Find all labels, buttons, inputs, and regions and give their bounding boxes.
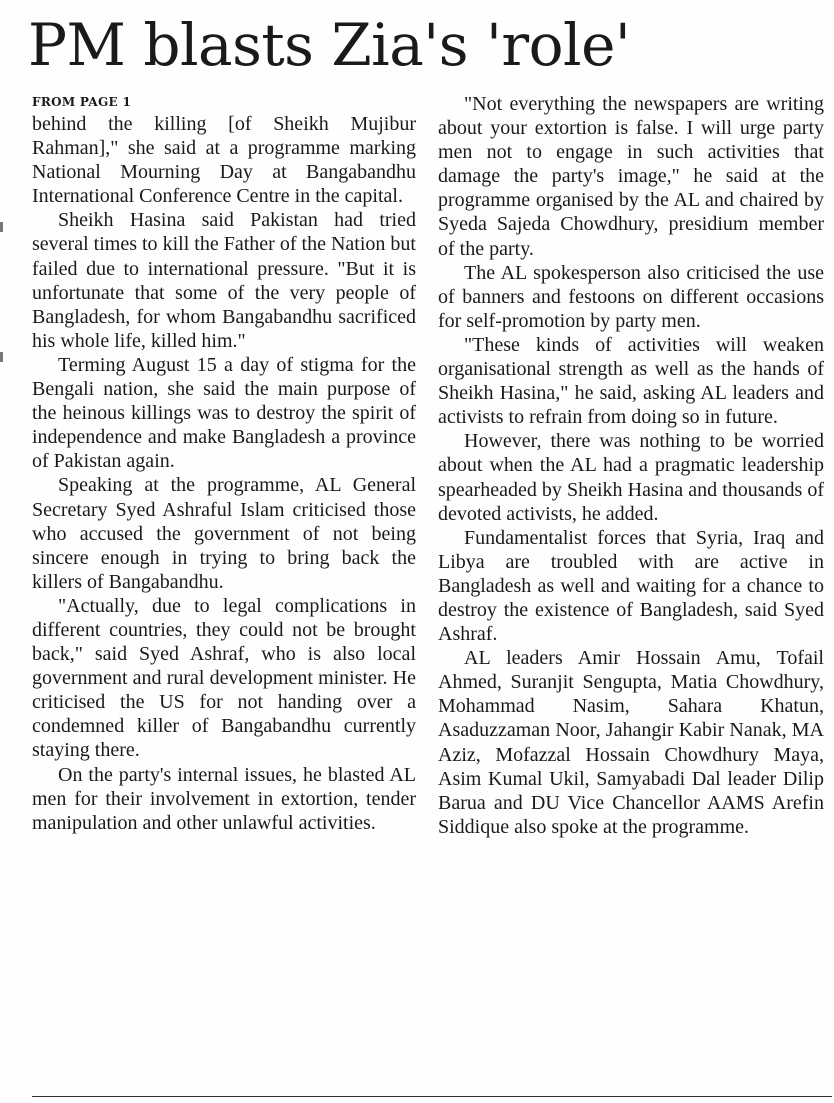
from-page-kicker: FROM PAGE 1 [32, 95, 132, 109]
paragraph: The AL spokesperson also criticised the use of banners and festoons on different occasions for self-promotion by party men. [438, 261, 824, 332]
edge-mark [0, 352, 3, 362]
article-column-left [32, 92, 416, 835]
paragraph: On the party's internal issues, he blasted AL men for their involvement in extortion, tender manipulation and other unlawful activities. [32, 763, 416, 834]
paragraph: Sheikh Hasina said Pakistan had tried several times to kill the Father of the Nation but failed due to international pressure. "But it is unfortunate that some of the very people of Bangladesh, for whom Bangabandhu sacrificed his whole life, killed him." [32, 209, 416, 352]
paragraph: Terming August 15 a day of stigma for the Bengali nation, she said the main purpose of the heinous killings was to destroy the spirit of independence and make Bangladesh a province of Pakistan again. [32, 353, 416, 473]
edge-mark [0, 222, 3, 232]
paragraph: "Not everything the newspapers are writing about your extortion is false. I will urge party men not to engage in such activities that damage the party's image," he said at the programme organised by the AL and chaired by Syeda Sajeda Chowdhury, presidium member of the party. [438, 93, 824, 260]
paragraph: "These kinds of activities will weaken organisational strength as well as the hands of Sheikh Hasina," he said, asking AL leaders and activists to refrain from doing so in future. [438, 333, 824, 429]
paragraph: "Actually, due to legal complications in different countries, they could not be brought back," said Syed Ashraf, who is also local government and rural development minister. He criticised the US for not handing over a condemned killer of Bangabandhu currently staying there. [32, 594, 416, 762]
paragraph: Speaking at the programme, AL General Secretary Syed Ashraful Islam criticised those who accused the government of not being sincere enough in trying to bring back the killers of Bangabandhu. [32, 474, 416, 593]
paragraph: Fundamentalist forces that Syria, Iraq and Libya are troubled with are active in Bangladesh as well and waiting for a chance to destroy the existence of Bangladesh, said Syed Ashraf. [438, 526, 824, 646]
paragraph: AL leaders Amir Hossain Amu, Tofail Ahmed, Suranjit Sengupta, Matia Chowdhury, Mohammad Nasim, Sahara Khatun, Asaduzzaman Noor, Jahangir Kabir Nanak, MA Aziz, Mofazzal Hossain Chowdhury Maya, Asim Kumal Ukil, Samyabadi Dal leader Dilip Barua and DU Vice Chancellor AAMS Arefin Siddique also spoke at the programme. [438, 647, 824, 838]
paragraph: behind the killing [of Sheikh Mujibur Rahman]," she said at a programme marking National Mourning Day at Bangabandhu International Conference Centre in the capital. [32, 113, 416, 208]
bottom-rule [32, 1096, 832, 1097]
headline: PM blasts Zia's 'role' [28, 11, 631, 79]
paragraph: However, there was nothing to be worried about when the AL had a pragmatic leadership spearheaded by Sheikh Hasina and thousands of devoted activists, he added. [438, 430, 824, 525]
article-column-right [438, 92, 824, 839]
